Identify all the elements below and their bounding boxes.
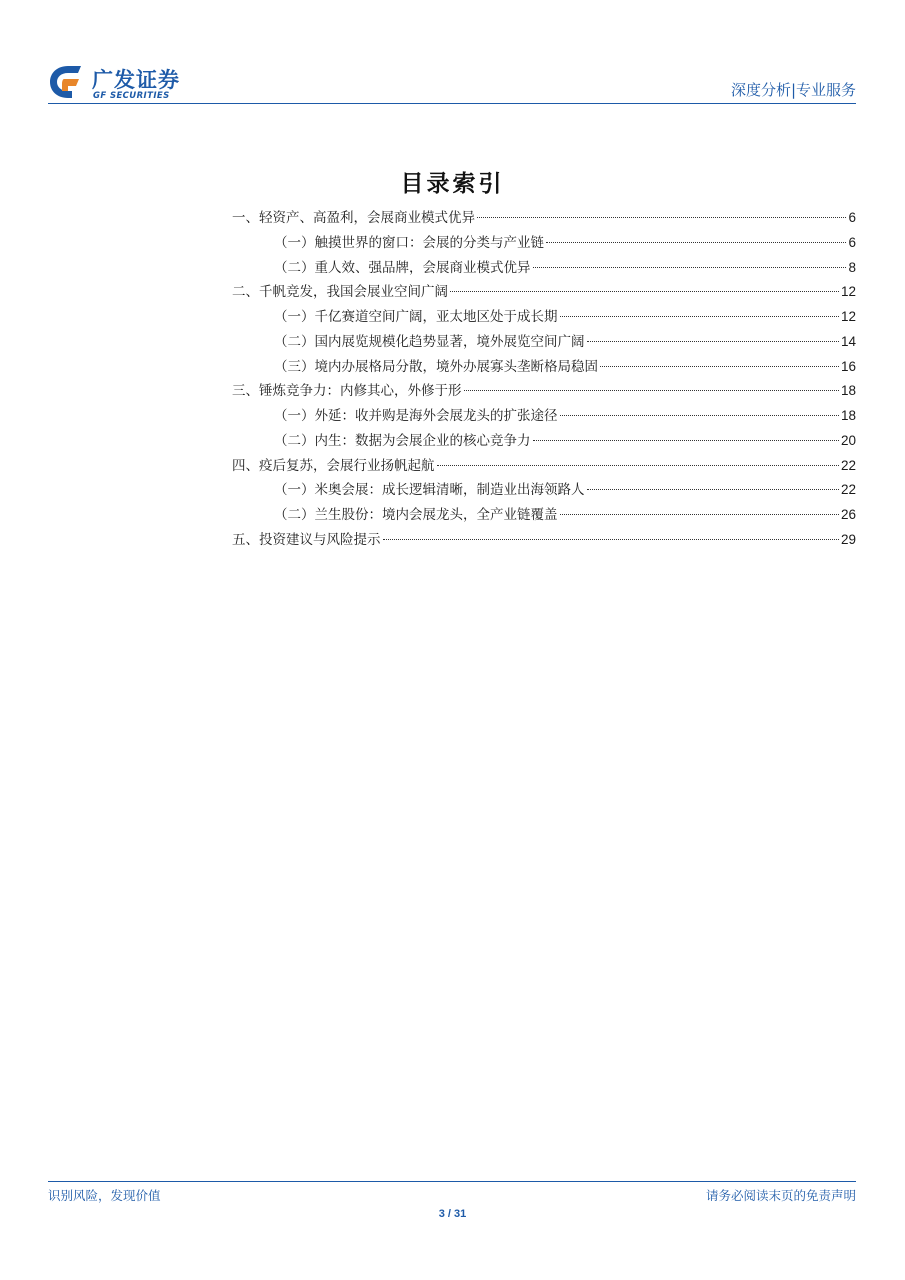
toc-dot-leader [437, 465, 839, 466]
footer-disclaimer-note: 请务必阅读末页的免责声明 [705, 1188, 856, 1203]
toc-subsection-entry[interactable] [232, 503, 856, 528]
toc-entry-title: （一）米奥会展：成长逻辑清晰，制造业出海领路人 [274, 482, 585, 499]
toc-subsection-entry[interactable] [232, 231, 856, 256]
logo-english-name: GF SECURITIES [93, 91, 170, 101]
toc-entry-title: （一）外延：收并购是海外会展龙头的扩张途径 [274, 408, 558, 424]
toc-subsection-entry[interactable] [232, 330, 856, 355]
toc-section-entry[interactable] [232, 528, 856, 553]
table-of-contents [232, 206, 856, 553]
header-divider [48, 103, 856, 104]
gf-securities-logo-icon [48, 64, 88, 100]
toc-title: 目录索引 [400, 171, 505, 197]
toc-subsection-entry[interactable] [232, 478, 856, 503]
toc-dot-leader [560, 415, 839, 416]
toc-dot-leader [450, 291, 839, 292]
toc-dot-leader [560, 514, 839, 515]
toc-entry-page-number: 12 [840, 284, 856, 300]
toc-entry-page-number: 22 [840, 457, 856, 473]
toc-entry-page-number: 12 [840, 309, 856, 324]
logo-chinese-name: 广发证券 [92, 68, 180, 92]
toc-entry-page-number: 8 [848, 259, 856, 275]
toc-dot-leader [587, 489, 839, 490]
toc-entry-page-number: 20 [840, 432, 856, 448]
toc-subsection-entry[interactable] [232, 429, 856, 454]
toc-entry-page-number: 29 [840, 531, 856, 547]
toc-section-entry[interactable] [232, 454, 856, 479]
toc-dot-leader [600, 366, 839, 367]
toc-entry-page-number: 6 [848, 234, 856, 250]
toc-section-entry[interactable] [232, 280, 856, 305]
toc-section-entry[interactable] [232, 379, 856, 404]
toc-entry-title: （一）触摸世界的窗口：会展的分类与产业链 [274, 234, 544, 251]
gf-securities-logo [48, 60, 208, 104]
toc-dot-leader [533, 440, 839, 441]
toc-entry-title: 一、轻资产、高盈利，会展商业模式优异 [232, 210, 475, 226]
toc-subsection-entry[interactable] [232, 355, 856, 380]
toc-entry-page-number: 16 [840, 358, 856, 374]
toc-entry-title: （二）内生：数据为会展企业的核心竞争力 [274, 432, 531, 449]
toc-entry-title: （二）国内展览规模化趋势显著，境外展览空间广阔 [274, 333, 585, 350]
toc-dot-leader [546, 242, 846, 243]
toc-entry-title: （三）境内办展格局分散，境外办展寡头垄断格局稳固 [274, 358, 598, 375]
toc-entry-page-number: 26 [840, 507, 856, 522]
toc-entry-title: 三、锤炼竞争力：内修其心，外修于形 [232, 383, 462, 400]
toc-dot-leader [587, 341, 839, 342]
toc-subsection-entry[interactable] [232, 404, 856, 429]
toc-subsection-entry[interactable] [232, 256, 856, 281]
toc-section-entry[interactable] [232, 206, 856, 231]
page-number: 3 / 31 [438, 1208, 467, 1220]
toc-entry-title: 五、投资建议与风险提示 [232, 531, 381, 548]
toc-subsection-entry[interactable] [232, 305, 856, 330]
toc-dot-leader [383, 539, 839, 540]
toc-entry-page-number: 22 [840, 482, 856, 498]
toc-dot-leader [477, 217, 846, 218]
toc-dot-leader [560, 316, 839, 317]
toc-entry-page-number: 18 [840, 383, 856, 399]
toc-entry-page-number: 6 [848, 210, 856, 225]
page-header [48, 60, 856, 104]
header-tagline: 深度分析|专业服务 [730, 81, 856, 99]
toc-entry-page-number: 18 [840, 408, 856, 423]
toc-entry-page-number: 14 [840, 333, 856, 349]
toc-dot-leader [464, 390, 839, 391]
footer-slogan: 识别风险，发现价值 [48, 1188, 161, 1203]
toc-entry-title: （二）重人效、强品牌，会展商业模式优异 [274, 259, 531, 276]
toc-entry-title: 四、疫后复苏，会展行业扬帆起航 [232, 457, 435, 474]
footer-divider [48, 1181, 856, 1182]
toc-entry-title: （一）千亿赛道空间广阔，亚太地区处于成长期 [274, 309, 558, 325]
toc-dot-leader [533, 267, 847, 268]
toc-entry-title: （二）兰生股份：境内会展龙头，全产业链覆盖 [274, 507, 558, 523]
toc-entry-title: 二、千帆竞发，我国会展业空间广阔 [232, 284, 448, 301]
